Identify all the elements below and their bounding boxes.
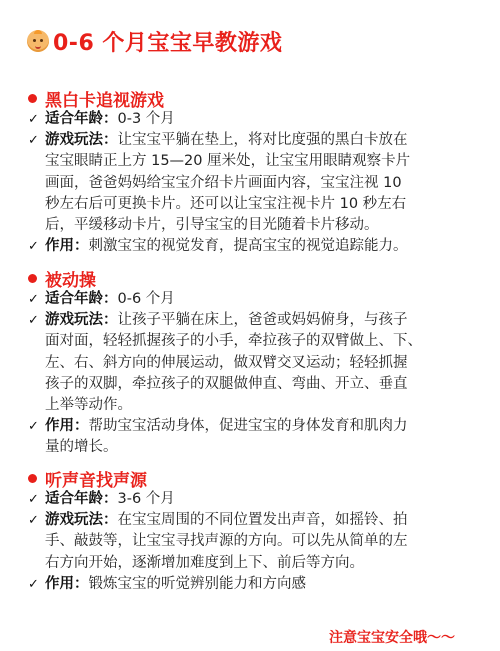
- title-row: [27, 26, 282, 56]
- effect-label: 作用：: [45, 418, 89, 435]
- section-header: [27, 87, 477, 109]
- effect-item: [27, 416, 477, 458]
- play-text: 左、右、斜方向的伸展运动，做双臂交叉运动；轻轻抓握: [45, 354, 408, 371]
- effect-item: [27, 236, 477, 257]
- age-label: 适合年龄：: [45, 111, 118, 127]
- section-passive-exercise: [27, 267, 477, 459]
- red-dot-icon: [28, 94, 37, 103]
- play-item: [27, 130, 477, 236]
- effect-text: 量的增长。: [45, 439, 118, 456]
- play-text: 右方向开始，逐渐增加难度到上下、前后等方向。: [45, 554, 364, 571]
- section-sound-source: [27, 467, 477, 595]
- safety-note: 注意宝宝安全哦～～: [329, 630, 455, 646]
- check-mark-icon: ✓: [28, 419, 39, 435]
- effect-label: 作用：: [45, 238, 89, 255]
- age-value: 0-6 个月: [117, 291, 175, 307]
- red-dot-icon: [28, 274, 37, 283]
- section-title: 听声音找声源: [45, 470, 147, 491]
- play-item: [27, 310, 477, 416]
- check-mark-icon: ✓: [28, 239, 39, 255]
- check-mark-icon: ✓: [28, 492, 39, 507]
- check-mark-icon: ✓: [28, 112, 39, 127]
- age-label: 适合年龄：: [45, 491, 118, 507]
- play-text: 在宝宝周围的不同位置发出声音，如摇铃、拍: [117, 512, 408, 529]
- age-item: [27, 489, 477, 510]
- play-text: 让宝宝平躺在垫上，将对比度强的黑白卡放在: [117, 132, 408, 149]
- check-mark-icon: ✓: [28, 513, 39, 529]
- effect-text: 帮助宝宝活动身体，促进宝宝的身体发育和肌肉力: [88, 418, 408, 435]
- red-dot-icon: [28, 474, 37, 483]
- section-title: 黑白卡追视游戏: [45, 90, 164, 111]
- effect-item: [27, 574, 477, 595]
- play-text: 手、敲鼓等，让宝宝寻找声源的方向。可以先从简单的左: [45, 533, 408, 550]
- section-header: [27, 267, 477, 289]
- age-item: [27, 289, 477, 310]
- play-text: 画面，爸爸妈妈给宝宝介绍卡片画面内容，宝宝注视 10: [45, 174, 402, 191]
- play-text: 孩子的双脚，牵拉孩子的双腿做伸直、弯曲、开立、垂直: [45, 375, 408, 392]
- section-title: 被动操: [45, 270, 96, 291]
- play-text: 后，平缓移动卡片，引导宝宝的目光随着卡片移动。: [45, 217, 379, 234]
- age-value: 0-3 个月: [117, 111, 175, 127]
- effect-text: 刺激宝宝的视觉发育，提高宝宝的视觉追踪能力。: [88, 238, 408, 255]
- age-label: 适合年龄：: [45, 291, 118, 307]
- check-mark-icon: ✓: [28, 133, 39, 149]
- play-label: 游戏玩法：: [45, 132, 118, 149]
- effect-label: 作用：: [45, 575, 89, 592]
- age-item: [27, 109, 477, 130]
- check-mark-icon: ✓: [28, 292, 39, 307]
- page-title: 0-6 个月宝宝早教游戏: [53, 30, 283, 56]
- check-mark-icon: ✓: [28, 576, 39, 592]
- play-text: 面对面，轻轻抓握孩子的小手，牵拉孩子的双臂做上、下、: [45, 333, 422, 350]
- play-text: 秒左右后可更换卡片。还可以让宝宝注视卡片 10 秒左右: [45, 195, 407, 212]
- baby-face-icon: [27, 30, 49, 52]
- effect-text: 锻炼宝宝的听觉辨别能力和方向感: [88, 575, 306, 592]
- section-header: [27, 467, 477, 489]
- section-black-white-card: [27, 87, 477, 257]
- play-label: 游戏玩法：: [45, 312, 118, 329]
- play-label: 游戏玩法：: [45, 512, 118, 529]
- play-text: 宝宝眼睛正上方 15—20 厘米处，让宝宝用眼睛观察卡片: [45, 153, 411, 170]
- age-value: 3-6 个月: [117, 491, 175, 507]
- check-mark-icon: ✓: [28, 313, 39, 329]
- play-text: 上举等动作。: [45, 397, 132, 414]
- play-item: [27, 510, 477, 574]
- play-text: 让孩子平躺在床上，爸爸或妈妈俯身，与孩子: [117, 312, 408, 329]
